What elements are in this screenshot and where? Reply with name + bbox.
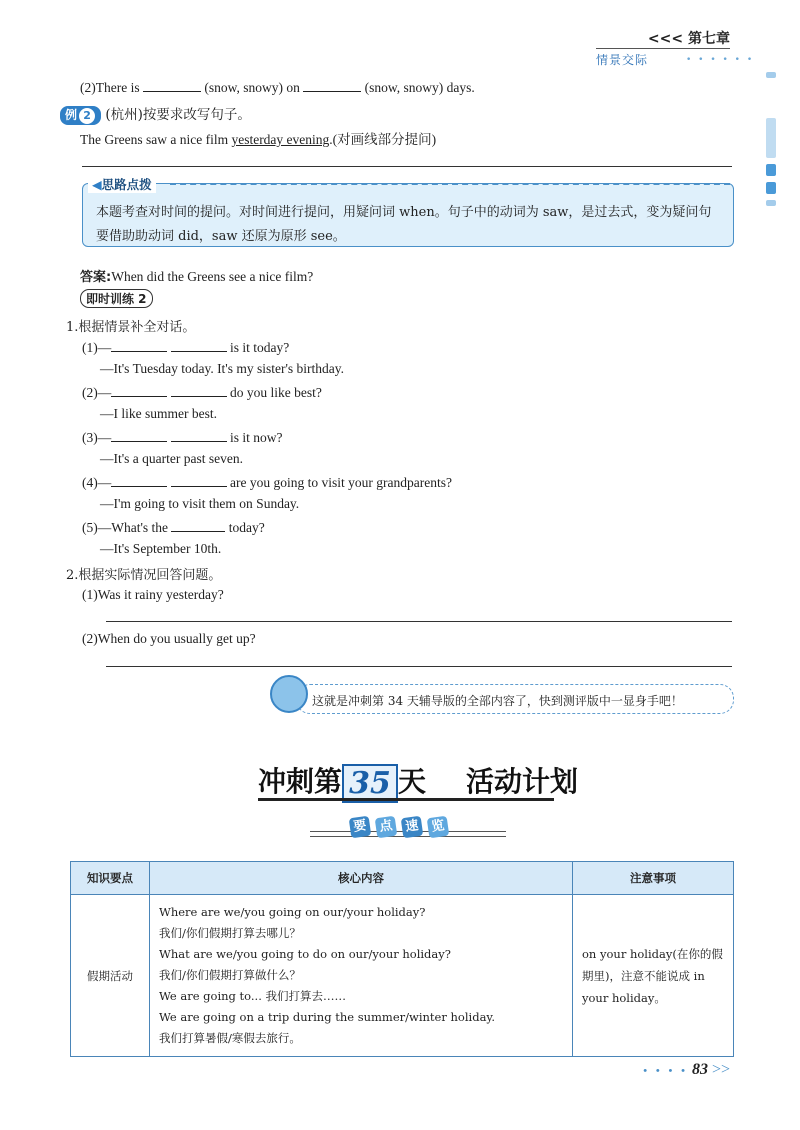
knowledge-table [70, 861, 734, 1057]
task2-question: (2)When do you usually get up? [82, 631, 256, 646]
answer-blank[interactable] [303, 79, 361, 92]
task2-question: (1)Was it rainy yesterday? [82, 587, 224, 602]
dialog-question: (3)— is it now? [82, 430, 283, 445]
dialog-answer: —I like summer best. [100, 406, 217, 421]
task1-title: 1.根据情景补全对话。 [66, 320, 196, 335]
footer-dots: • • • • [643, 1065, 688, 1077]
core-content: Where are we/you going on our/your holiday? 我们/你们假期打算去哪儿？ What are we/you going to do on our/your holiday? 我们/你们假期打算做什么？ We are going to... 我们打算去…… We are going on a trip during the summer/winter holiday. 我们打算暑假/寒假去旅行。 [150, 895, 573, 1057]
tip-text: 这就是冲刺第 34 天辅导版的全部内容了，快到测评版中一显身手吧！ [312, 694, 683, 708]
title-underline [258, 798, 554, 801]
next-arrow: >> [711, 1061, 730, 1078]
table-row [71, 895, 734, 1057]
note-content: on your holiday(在你的假期里)，注意不能说成 in your holiday。 [573, 895, 734, 1057]
row-label: 假期活动 [71, 895, 150, 1057]
dialog-question: (4)— are you going to visit your grandparents? [82, 475, 452, 490]
dialog-answer: —It's a quarter past seven. [100, 451, 244, 466]
question-line: (2)There is (snow, snowy) on (snow, snowy) days. [80, 80, 475, 95]
chapter-label: <<< 第七章 [647, 31, 730, 47]
example-instruction: (杭州)按要求改写句子。 [105, 107, 251, 123]
answer-blank[interactable] [111, 474, 167, 487]
page-number: • • • • 83 >> [643, 1061, 730, 1078]
header-rule [596, 48, 730, 49]
answer-blank[interactable] [171, 519, 225, 532]
col-header: 注意事项 [573, 862, 734, 895]
answer-blank[interactable] [171, 384, 227, 397]
example-badge: 例 2 [60, 106, 101, 125]
speaker-icon: ◀ [92, 177, 102, 192]
answer-blank[interactable] [111, 339, 167, 352]
task2-title: 2.根据实际情况回答问题。 [66, 568, 222, 583]
answer-line[interactable] [106, 621, 732, 622]
dialog-answer: —I'm going to visit them on Sunday. [100, 496, 300, 511]
dialog-question: (1)— is it today? [82, 340, 290, 355]
dialog-question: (5)—What's the today? [82, 520, 265, 535]
answer-line[interactable] [106, 666, 732, 667]
example-sentence: The Greens saw a nice film yesterday evening.(对画线部分提问) [80, 132, 437, 147]
section-title: 活动计划 [466, 765, 579, 798]
day-number: 35 [342, 764, 398, 803]
example-heading [60, 103, 251, 125]
answer-blank[interactable] [171, 429, 227, 442]
dialog-answer: —It's Tuesday today. It's my sister's birthday. [100, 361, 345, 376]
answer-blank[interactable] [143, 79, 201, 92]
dialog-question: (2)— do you like best? [82, 385, 322, 400]
answer: 答案:When did the Greens see a nice film? [80, 269, 314, 285]
mascot-icon [270, 675, 308, 713]
dialog-answer: —It's September 10th. [100, 541, 222, 556]
underlined-phrase: yesterday evening [231, 132, 330, 147]
hint-text: 本题考查对时间的提问。对时间进行提问，用疑问词 when。句子中的动词为 saw，是过去式，变为疑问句要借助助动词 did，saw 还原为原形 see。 [96, 205, 712, 244]
answer-blank[interactable] [171, 474, 227, 487]
answer-blank[interactable] [171, 339, 227, 352]
header-dots: • • • • • • [686, 55, 755, 65]
answer-blank[interactable] [111, 384, 167, 397]
section-label: 情景交际 [596, 53, 649, 67]
drill-badge: 即时训练 2 [80, 289, 153, 308]
overview-tag: 要 点 速 览 [350, 817, 448, 837]
hint-title: ◀思路点拨 [88, 175, 156, 193]
day-title: 冲刺第 35 天 活动计划 [258, 765, 579, 801]
hint-dash [170, 183, 730, 185]
answer-line[interactable] [82, 166, 732, 167]
col-header: 知识要点 [71, 862, 150, 895]
answer-blank[interactable] [111, 429, 167, 442]
side-tabs [766, 72, 784, 212]
col-header: 核心内容 [150, 862, 573, 895]
